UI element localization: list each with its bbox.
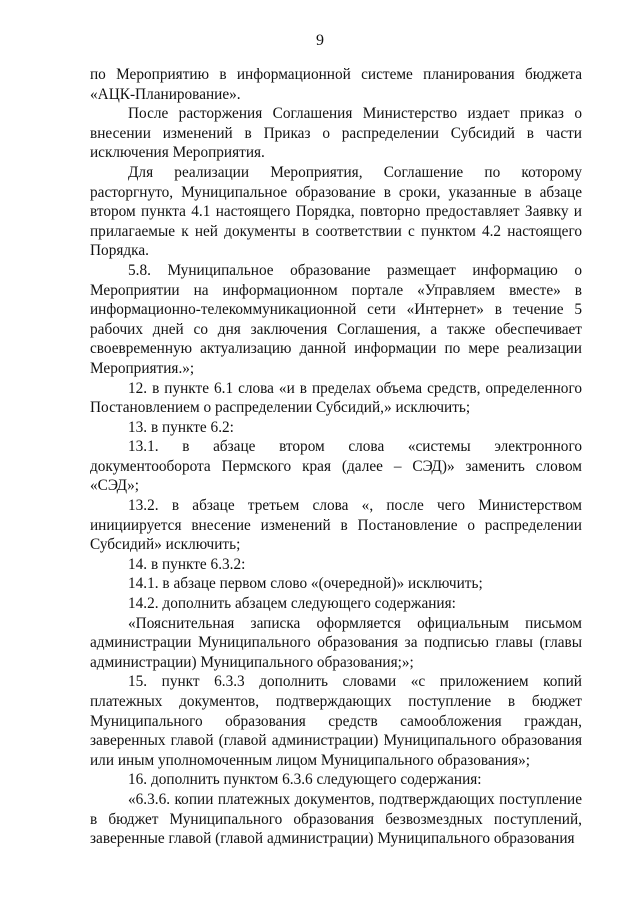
paragraph: 13.1. в абзаце втором слова «системы электронного документооборота Пермского края (далее – СЭД)» заменить словом «СЭД»; xyxy=(90,438,582,495)
paragraph: 13.2. в абзаце третьем слова «, после чего Министерством инициируется внесение изменений в Постановление о распределении Субсидий» исключить; xyxy=(90,497,582,554)
paragraph: по Мероприятию в информационной системе планирования бюджета «АЦК-Планирование». xyxy=(90,66,582,103)
paragraph: Для реализации Мероприятия, Соглашение по которому расторгнуто, Муниципальное образование в сроки, указанные в абзаце втором пункта 4.1 настоящего Порядка, повторно предоставляет Заявку и прилагаемые к ней документы в соответствии с пунктом 4.2 настоящего Порядка. xyxy=(90,163,582,260)
paragraph: «6.3.6. копии платежных документов, подтверждающих поступление в бюджет Муниципального образования безвозмездных поступлений, заверенные главой (главой администрации) Муниципального образования xyxy=(90,790,582,848)
document-body xyxy=(90,65,582,849)
paragraph: 15. пункт 6.3.3 дополнить словами «с приложением копий платежных документов, подтверждающих поступление в бюджет Муниципального образования средств самообложения граждан, заверенных главой (главой администрации) Муниципального образования или иным уполномоченным лицом Муниципального образования»; xyxy=(90,673,582,769)
paragraph: 14.2. дополнить абзацем следующего содержания: xyxy=(128,595,456,613)
paragraph: «Пояснительная записка оформляется официальным письмом администрации Муниципального образования за подписью главы (главы администрации) Муниципального образования;»; xyxy=(90,614,582,671)
paragraph: 12. в пункте 6.1 слова «и в пределах объема средств, определенного Постановлением о распределении Субсидий,» исключить; xyxy=(90,379,582,417)
paragraph: После расторжения Соглашения Министерство издает приказ о внесении изменений в Приказ о распределении Субсидий в части исключения Мероприятия. xyxy=(90,105,582,162)
paragraph: 13. в пункте 6.2: xyxy=(128,418,234,436)
paragraph: 14. в пункте 6.3.2: xyxy=(128,555,246,573)
paragraph: 14.1. в абзаце первом слово «(очередной)» исключить; xyxy=(128,575,483,593)
page-number: 9 xyxy=(316,32,324,49)
paragraph: 16. дополнить пунктом 6.3.6 следующего содержания: xyxy=(128,771,482,789)
paragraph: 5.8. Муниципальное образование размещает информацию о Мероприятии на информационном портале «Управляем вместе» в информационно-телекоммуникационной сети «Интернет» в течение 5 рабочих дней со дня заключения Соглашения, а также обеспечивает своевременную актуализацию данной информации по мере реализации Мероприятия.»; xyxy=(90,261,582,377)
